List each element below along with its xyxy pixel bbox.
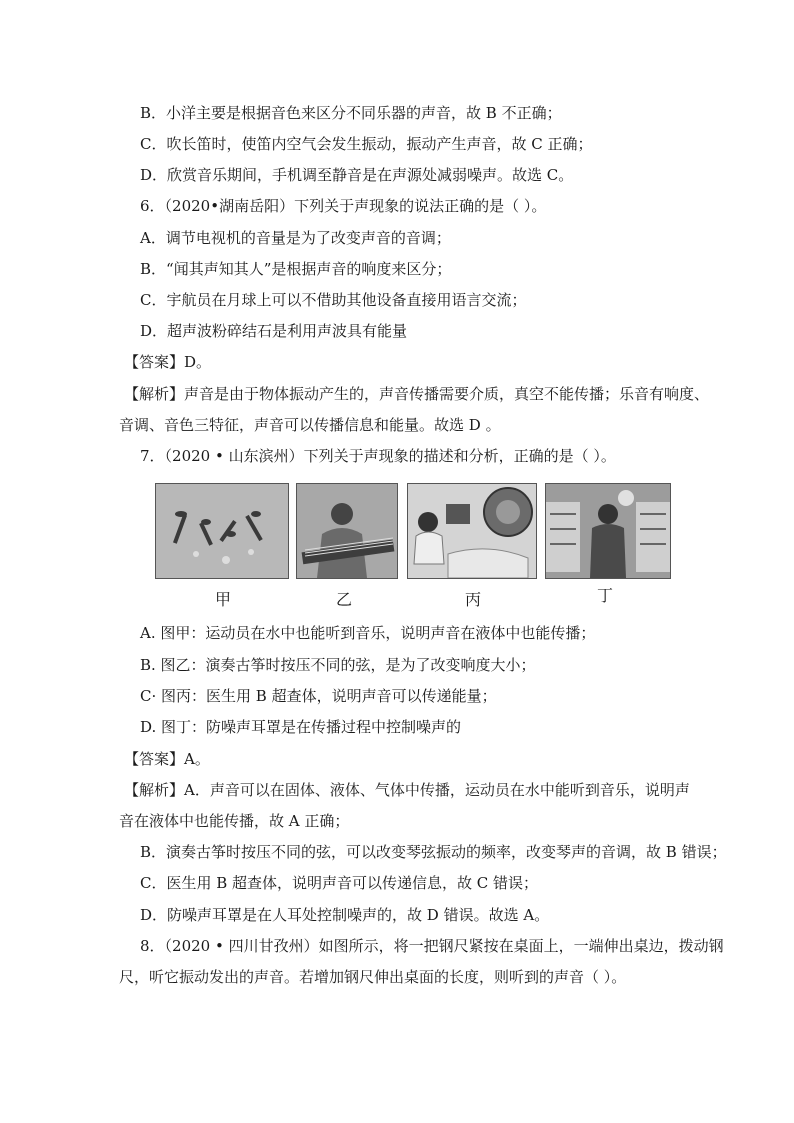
question-7-explanation-2: 音在液体中也能传播，故 A 正确； xyxy=(119,812,350,830)
option-d-explanation: D．欣赏音乐期间，手机调至静音是在声源处减弱噪声。故选 C。 xyxy=(140,166,574,184)
photo-jia-swimmers xyxy=(155,483,289,579)
question-7-explanation-1: 【解析】A．声音可以在固体、液体、气体中传播，运动员在水中能听到音乐，说明声 xyxy=(124,781,690,799)
photo-ding-earmuffs xyxy=(545,483,671,579)
question-8-line-1: 8．（2020 • 四川甘孜州）如图所示，将一把钢尺紧按在桌面上，一端伸出桌边，拨动钢 xyxy=(140,937,724,955)
caption-yi: 乙 xyxy=(336,590,353,609)
question-6-explanation-1: 【解析】声音是由于物体振动产生的，声音传播需要介质，真空不能传播；乐音有响度、 xyxy=(124,385,710,403)
question-7-explanation-5: D．防噪声耳罩是在人耳处控制噪声的，故 D 错误。故选 A。 xyxy=(140,906,550,924)
question-7-explanation-3: B．演奏古筝时按压不同的弦，可以改变琴弦振动的频率，改变琴声的音调，故 B 错误； xyxy=(140,843,727,861)
photo-bing-ultrasound xyxy=(407,483,537,579)
question-6-answer: 【答案】D。 xyxy=(124,353,212,371)
caption-ding: 丁 xyxy=(597,586,614,605)
question-7: 7．（2020 • 山东滨州）下列关于声现象的描述和分析，正确的是（ ）。 xyxy=(140,447,616,465)
caption-bing: 丙 xyxy=(465,590,482,609)
question-7-answer: 【答案】A。 xyxy=(124,750,210,768)
caption-jia: 甲 xyxy=(215,590,232,609)
question-7-explanation-4: C．医生用 B 超查体，说明声音可以传递信息，故 C 错误； xyxy=(140,874,539,892)
question-7-option-c: C· 图丙：医生用 B 超查体，说明声音可以传递能量； xyxy=(140,687,497,705)
option-b-explanation: B．小洋主要是根据音色来区分不同乐器的声音，故 B 不正确； xyxy=(140,104,562,122)
question-6-explanation-2: 音调、音色三特征，声音可以传播信息和能量。故选 D 。 xyxy=(119,416,501,434)
question-7-option-d: D. 图丁：防噪声耳罩是在传播过程中控制噪声的 xyxy=(140,718,462,736)
option-c-explanation: C．吹长笛时，使笛内空气会发生振动，振动产生声音，故 C 正确； xyxy=(140,135,593,153)
question-6-option-d: D．超声波粉碎结石是利用声波具有能量 xyxy=(140,322,408,340)
photo-yi-guzheng xyxy=(296,483,398,579)
question-6-option-b: B．“闻其声知其人”是根据声音的响度来区分； xyxy=(140,260,452,278)
question-7-option-b: B. 图乙：演奏古筝时按压不同的弦，是为了改变响度大小； xyxy=(140,656,536,674)
question-7-figure xyxy=(155,483,671,579)
question-6-option-c: C．宇航员在月球上可以不借助其他设备直接用语言交流； xyxy=(140,291,527,309)
question-8-line-2: 尺，听它振动发出的声音。若增加钢尺伸出桌面的长度，则听到的声音（ ）。 xyxy=(119,968,627,986)
question-6-option-a: A．调节电视机的音量是为了改变声音的音调； xyxy=(140,229,451,247)
question-6: 6．（2020•湖南岳阳）下列关于声现象的说法正确的是（ ）。 xyxy=(140,197,547,215)
question-7-option-a: A. 图甲：运动员在水中也能听到音乐，说明声音在液体中也能传播； xyxy=(140,624,596,642)
